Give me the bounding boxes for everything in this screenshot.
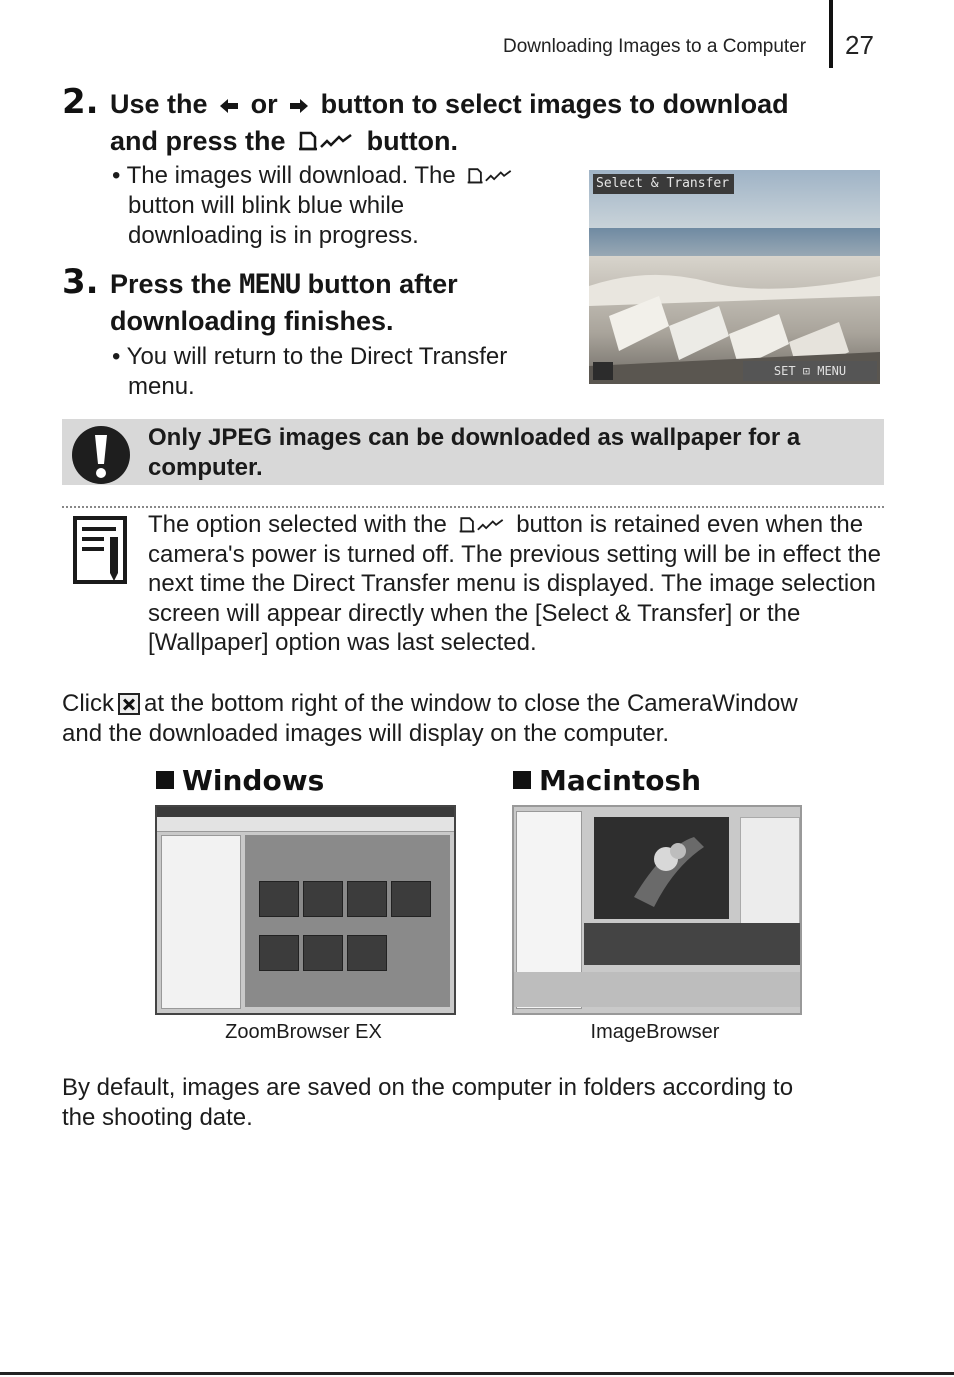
step-2-text: button. [366,126,459,156]
corner-indicator [593,362,613,380]
square-bullet-icon [513,771,531,789]
bullet-text: button will blink blue while [128,192,405,219]
imagebrowser-screenshot [512,805,802,1015]
mac-heading [513,764,701,797]
print-share-icon [297,127,355,153]
page-number: 27 [845,30,874,60]
step-2-text: button to select images to download [320,89,789,119]
running-header-title: Downloading Images to a Computer [503,36,807,57]
flower-preview [594,817,729,919]
paragraph-text: the shooting date. [62,1104,253,1131]
paragraph-text: at the bottom right of the window to close the CameraWindow [144,690,798,717]
camera-button-bar: SET ⊡ MENU [743,361,877,381]
step-3-text: button after [307,269,458,299]
memo-text-part: The option selected with the [148,511,447,538]
sea [589,228,880,256]
windows-heading-text: Windows [182,764,325,797]
menu-button-label: MENU [239,269,301,300]
bullet-text: You will return to the Direct Transfer [126,343,508,370]
bullet-text: The images will download. The [126,162,456,189]
paragraph-text: By default, images are saved on the computer in folders according to [62,1074,794,1101]
step-3-text: Press the [110,269,232,299]
right-arrow-icon [289,96,309,116]
step-3-bullet: • You will return to the Direct Transfer menu. [112,343,508,400]
memo-text-part: button is retained even when the camera's power is turned off. The previous setting will be in effect the next time the Direct Transfer menu is displayed. The image selection screen will appear directly when the [Select & Transfer] or the [Wallpaper] option was last selected. [148,511,881,656]
bullet-text: menu. [128,373,195,400]
thumbnail [347,881,387,917]
memo-text [148,510,888,658]
thumbnail-area [245,835,450,1007]
zoombrowser-screenshot [155,805,456,1015]
section-divider [62,506,884,508]
thumbnail [347,935,387,971]
square-bullet-icon [156,771,174,789]
step-3-number: 3. [62,262,99,302]
step-2-text: or [250,89,278,119]
mac-caption: ImageBrowser [590,1021,720,1043]
window-toolbar [157,817,454,832]
close-window-paragraph [62,689,892,749]
default-save-paragraph [62,1073,892,1133]
step-2-number: 2. [62,82,99,122]
step-2-text: Use the [110,89,208,119]
thumbnail-strip [584,923,800,965]
windows-heading [156,764,324,797]
close-window-icon [118,693,140,715]
select-transfer-label: Select & Transfer [593,174,734,194]
left-arrow-icon [219,96,239,116]
thumbnail [391,881,431,917]
step-2-heading [110,86,870,160]
header-divider [829,0,833,68]
window-sidebar [161,835,241,1009]
page-bottom-edge [0,1372,954,1375]
paragraph-text: Click [62,690,114,717]
thumbnail [303,881,343,917]
step-2-text: and press the [110,126,286,156]
mac-heading-text: Macintosh [539,764,702,797]
windows-caption: ZoomBrowser EX [225,1021,382,1043]
control-bar [514,972,800,1007]
memo-icon [72,515,130,590]
window-titlebar [157,807,454,817]
step-3-text: downloading finishes. [110,306,394,336]
thumbnail [259,881,299,917]
print-share-icon [458,513,506,535]
preview-photo [594,817,729,919]
step-3-heading [110,266,580,340]
caution-text: Only JPEG images can be downloaded as wallpaper for a computer. [148,424,801,481]
camera-screen-image [589,170,880,384]
step-2-bullet: • The images will download. The button will blink blue while downloading is in progress. [112,161,572,251]
paragraph-text: and the downloaded images will display on the computer. [62,720,670,747]
thumbnail [303,935,343,971]
caution-icon [72,426,130,484]
exclamation-glyph [72,426,130,484]
info-panel [740,817,800,927]
print-share-icon [466,164,514,186]
bullet-text: downloading is in progress. [128,222,419,249]
thumbnail [259,935,299,971]
